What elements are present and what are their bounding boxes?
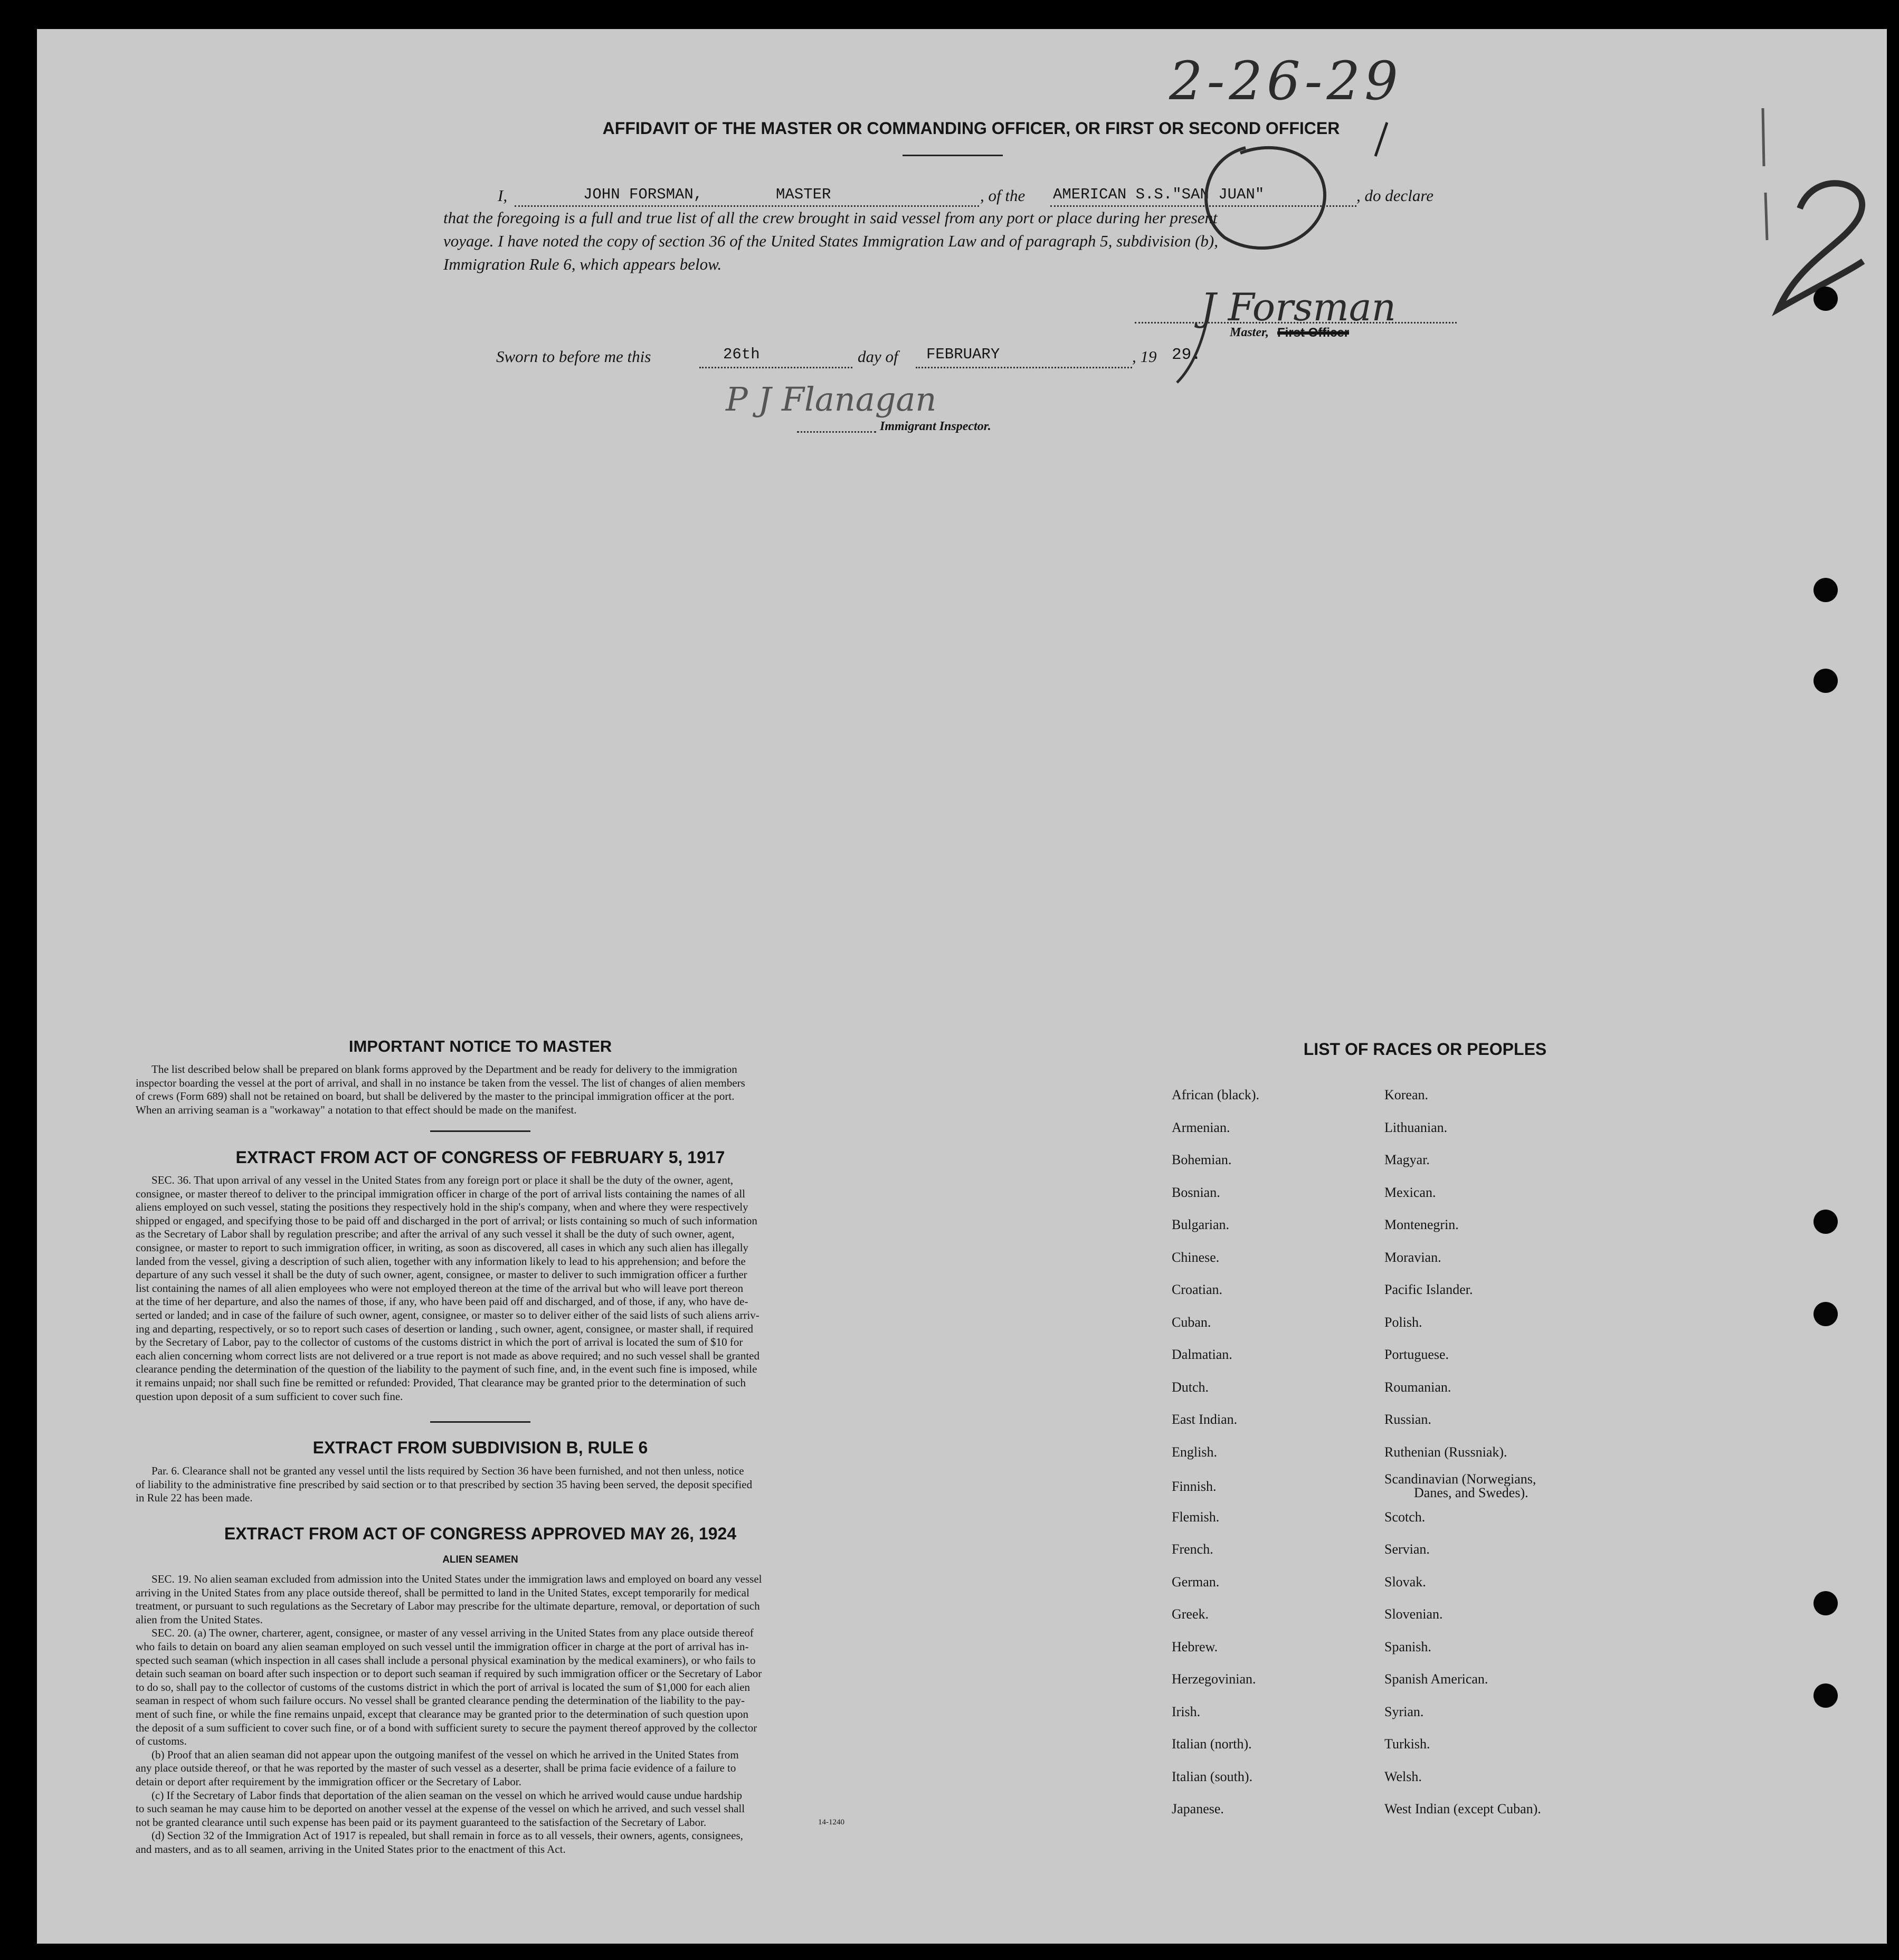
extract-1917-title: EXTRACT FROM ACT OF CONGRESS OF FEBRUARY 5, 1917 xyxy=(235,1148,725,1167)
binder-hole xyxy=(1813,1683,1838,1708)
race-item: West Indian (except Cuban). xyxy=(1384,1801,1541,1816)
alien-seamen-subtitle: ALIEN SEAMEN xyxy=(442,1554,518,1565)
section-20-line: SEC. 20. (a) The owner, charterer, agent, consignee, or master of any vessel arriving in the United States from any place outside thereof xyxy=(151,1626,754,1640)
race-item: Chinese. xyxy=(1172,1249,1220,1265)
section-20-line: and masters, and as to all seamen, arriving in the United States prior to the enactment of this Act. xyxy=(136,1842,566,1856)
race-item: Ruthenian (Russniak). xyxy=(1384,1444,1507,1460)
race-item: German. xyxy=(1172,1574,1220,1590)
section-36-line: at the time of her departure, and also the names of those, if any, who have been paid off and discharged, and of those, if any, who have de- xyxy=(136,1295,748,1308)
rule6-line: Par. 6. Clearance shall not be granted any vessel until the lists required by Section 36 have been furnished, and not then unless, notice xyxy=(151,1464,744,1477)
extract-rule6-text xyxy=(136,1464,822,1505)
race-item: Magyar. xyxy=(1384,1152,1430,1167)
section-20-line: seaman in respect of whom such failure occurs. No vessel shall be granted clearance pending the determination of the liability to the pay- xyxy=(136,1694,745,1707)
section-20-line: any place outside thereof, or that he was reported by the master of such vessel as a deserter, shall be prima facie evidence of a failure to xyxy=(136,1762,736,1775)
section-20-line: to do so, shall pay to the collector of customs of the customs district in which the port of arrival is located the sum of $1,000 for each alien xyxy=(136,1680,751,1693)
do-declare-label: , do declare xyxy=(1356,186,1434,205)
section-19-line: SEC. 19. No alien seaman excluded from admission into the United States under the immigration laws and employed on board any vessel xyxy=(151,1573,762,1585)
section-19-line: treatment, or pursuant to such regulations as the Secretary of Labor may prescribe for the ultimate departure, removal, or deportation of such xyxy=(136,1600,760,1613)
heading-tick xyxy=(1372,121,1388,158)
affidavit-prefix: I, xyxy=(498,186,508,205)
section-divider xyxy=(430,1421,530,1423)
binder-hole xyxy=(1813,1591,1838,1615)
section-20-line: to such seaman he may cause him to be deported on another vessel at the expense of the vessel on which he arrived, and such vessel shall xyxy=(136,1802,745,1815)
race-item: French. xyxy=(1172,1542,1213,1557)
race-item: Montenegrin. xyxy=(1384,1217,1459,1232)
race-item: Finnish. xyxy=(1172,1479,1217,1494)
section-20-line: who fails to detain on board any alien seaman employed on such vessel until the immigration officer in charge at the port of arrival has in- xyxy=(136,1640,749,1653)
inspector-signature: P J Flanagan xyxy=(726,380,937,418)
race-item: Syrian. xyxy=(1384,1704,1424,1719)
race-item: Armenian. xyxy=(1172,1119,1230,1135)
vessel-name: AMERICAN S.S."SAN JUAN" xyxy=(1053,186,1265,203)
margin-scribbles xyxy=(1626,87,1879,361)
section-20-line: spected such seaman (which inspection in all cases shall include a personal physical examination by the medical examiners), or who fails to xyxy=(136,1653,756,1667)
section-20-line: of customs. xyxy=(136,1735,187,1748)
section-36-line: departure of any such vessel it shall be the duty of such owner, agent, consignee, or master to deliver to such immigration officer a further xyxy=(136,1268,747,1281)
race-item: Spanish American. xyxy=(1384,1671,1488,1687)
section-20-line: (d) Section 32 of the Immigration Act of 1917 is repealed, but shall remain in force as to all vessels, their owners, agents, consignees, xyxy=(151,1829,743,1842)
section-36-line: clearance pending the determination of the question of the liability to the payment of such fine, and, in the event such fine is imposed, while xyxy=(136,1363,757,1376)
race-item: Dutch. xyxy=(1172,1379,1209,1395)
notice-text xyxy=(136,1063,822,1117)
notice-title: IMPORTANT NOTICE TO MASTER xyxy=(348,1037,612,1055)
section-20-line: detain such seaman on board after such inspection or to deport such seaman if required by such immigration officer or the Secretary of Labor xyxy=(136,1667,762,1680)
section-36-line: question upon deposit of a sum sufficient to cover such fine. xyxy=(136,1390,403,1403)
section-36-line: aliens employed on such vessel, stating the positions they respectively hold in the ship's company, when and where they were respectively xyxy=(136,1201,748,1214)
section-36-line: it remains unpaid; nor shall such fine be remitted or refunded: Provided, That clearance may be granted prior to the determination of such xyxy=(136,1376,746,1389)
extract-1924-title: EXTRACT FROM ACT OF CONGRESS APPROVED MAY 26, 1924 xyxy=(224,1524,737,1543)
section-20-line: the deposit of a sum sufficient to cover such fine, or of a bond with sufficient surety to secure the payment thereof approved by the collector xyxy=(136,1721,757,1734)
sworn-month-blank xyxy=(916,367,1132,368)
race-item: Spanish. xyxy=(1384,1639,1431,1654)
race-item: African (black). xyxy=(1172,1087,1260,1102)
section-36-line: as the Secretary of Labor shall by regulation prescribe; and after the arrival of any such vessel it shall be the duty of such owner, agent, xyxy=(136,1228,735,1241)
binder-hole xyxy=(1813,1302,1838,1326)
section-36-line: each alien concerning whom correct lists are not delivered or a true report is not made as above required; and no such vessel shall be granted xyxy=(136,1349,759,1362)
race-item: English. xyxy=(1172,1444,1217,1460)
master-caption: Master, xyxy=(1230,326,1269,339)
race-item: Portuguese. xyxy=(1384,1347,1449,1362)
section-36-line: consignee, or master thereof to deliver to the principal immigration officer in charge of the port of arrival lists containing the names of all xyxy=(136,1187,746,1200)
section-36-line: SEC. 36. That upon arrival of any vessel in the United States from any foreign port or place it shall be the duty of the owner, agent, xyxy=(151,1174,734,1186)
races-title: LIST OF RACES OR PEOPLES xyxy=(1303,1040,1547,1059)
section-20-line: detain or deport after requirement by the immigration officer or the Secretary of Labor. xyxy=(136,1775,521,1788)
race-item: Bosnian. xyxy=(1172,1184,1220,1200)
race-item: Cuban. xyxy=(1172,1314,1211,1330)
races-left-column xyxy=(1172,1087,1372,1834)
affidavit-line-2: that the foregoing is a full and true list of all the crew brought in said vessel from any port or place during her present xyxy=(443,208,1218,227)
sworn-label: Sworn to before me this xyxy=(496,347,651,366)
name-rank-blank xyxy=(515,205,979,207)
binder-hole xyxy=(1813,669,1838,693)
extract-1917-text xyxy=(136,1174,822,1403)
affidavit-line-3: voyage. I have noted the copy of section 36 of the United States Immigration Law and of paragraph 5, subdivision (b), xyxy=(443,232,1218,250)
sworn-day: 26th xyxy=(723,346,760,363)
race-item: Mexican. xyxy=(1384,1184,1436,1200)
heading-divider xyxy=(903,155,1003,156)
binder-hole xyxy=(1813,287,1838,311)
affidavit-line-4: Immigration Rule 6, which appears below. xyxy=(443,255,722,273)
extract-1924-text xyxy=(136,1573,822,1856)
section-20-line: (c) If the Secretary of Labor finds that deportation of the alien seaman on the vessel on which he arrived would cause undue hardship xyxy=(151,1788,743,1802)
race-item: Welsh. xyxy=(1384,1768,1422,1784)
notice-line: The list described below shall be prepared on blank forms approved by the Department and be ready for delivery to the immigration xyxy=(151,1063,737,1076)
race-item: Herzegovinian. xyxy=(1172,1671,1256,1687)
race-item: Korean. xyxy=(1384,1087,1429,1102)
extract-rule6-title: EXTRACT FROM SUBDIVISION B, RULE 6 xyxy=(312,1438,648,1457)
sworn-month: FEBRUARY xyxy=(926,346,1000,363)
of-the-label: , of the xyxy=(980,186,1026,205)
notice-line: inspector boarding the vessel at the port of arrival, and shall in no instance be taken from the vessel. The list of changes of alien members xyxy=(136,1076,745,1089)
race-item: Italian (south). xyxy=(1172,1768,1253,1784)
section-20-line: (b) Proof that an alien seaman did not appear upon the outgoing manifest of the vessel on which he arrived in the United States from xyxy=(151,1748,739,1761)
binder-hole xyxy=(1813,1210,1838,1234)
race-item: Servian. xyxy=(1384,1542,1430,1557)
race-item-scandinavian xyxy=(1384,1472,1617,1505)
inspector-line xyxy=(797,431,876,433)
section-36-line: list containing the names of all alien employees who were not employed thereon at the time of the arrival but who will leave port thereon xyxy=(136,1281,744,1295)
race-item: Croatian. xyxy=(1172,1282,1223,1297)
race-item: Scandinavian (Norwegians, xyxy=(1384,1471,1536,1487)
section-36-line: ing and departing, respectively, or so to report such cases of desertion or landing , such owner, agent, consignee, or master shall, if required xyxy=(136,1322,753,1335)
section-19-line: arriving in the United States from any place outside thereof, shall be permitted to land in the United States, except temporarily for medical xyxy=(136,1586,749,1599)
form-number: 14-1240 xyxy=(818,1818,844,1826)
race-item: Dalmatian. xyxy=(1172,1347,1232,1362)
section-36-line: consignee, or master to report to such immigration officer, in writing, as soon as discovered, all cases in which any such alien has illegally xyxy=(136,1241,749,1254)
race-item: Scotch. xyxy=(1384,1509,1426,1525)
race-item: Flemish. xyxy=(1172,1509,1220,1525)
section-20-line: not be granted clearance until such expense has been paid or its payment guaranteed to the satisfaction of the Secretary of Labor. xyxy=(136,1815,707,1829)
race-item: Hebrew. xyxy=(1172,1639,1218,1654)
race-item: Bulgarian. xyxy=(1172,1217,1230,1232)
race-item: Moravian. xyxy=(1384,1249,1441,1265)
race-item: Bohemian. xyxy=(1172,1152,1232,1167)
race-item: Russian. xyxy=(1384,1412,1431,1427)
sworn-year: 29. xyxy=(1172,346,1201,364)
race-item: Irish. xyxy=(1172,1704,1201,1719)
races-right-column xyxy=(1384,1087,1617,1834)
race-item: Greek. xyxy=(1172,1606,1209,1622)
race-item: Slovak. xyxy=(1384,1574,1426,1590)
rule6-line: in Rule 22 has been made. xyxy=(136,1491,253,1505)
sworn-day-blank xyxy=(699,367,852,368)
officer-struck: First Officer xyxy=(1277,326,1350,340)
race-item-continuation: Danes, and Swedes). xyxy=(1414,1485,1528,1500)
handwritten-date: 2-26-29 xyxy=(1169,50,1402,112)
rule6-line: of liability to the administrative fine prescribed by said section or to that prescribed by section 35 having been served, the deposit specified xyxy=(136,1478,753,1491)
master-name: JOHN FORSMAN, xyxy=(583,186,703,203)
race-item: Slovenian. xyxy=(1384,1606,1443,1622)
inspector-caption: Immigrant Inspector. xyxy=(880,420,991,433)
section-19-line: alien from the United States. xyxy=(136,1613,263,1626)
master-rank: MASTER xyxy=(776,186,831,203)
race-item: Polish. xyxy=(1384,1314,1422,1330)
document-page xyxy=(37,29,1887,1944)
section-36-line: shipped or engaged, and specifying those to be paid off and discharged in the port of arrival; or lists containing so much of such information xyxy=(136,1214,757,1227)
section-divider xyxy=(430,1130,530,1132)
race-item: Roumanian. xyxy=(1384,1379,1451,1395)
notice-line: of crews (Form 689) shall not be retained on board, but shall be delivered by the master to the principal immigration officer at the port. xyxy=(136,1090,735,1103)
race-item: Pacific Islander. xyxy=(1384,1282,1473,1297)
race-item: Lithuanian. xyxy=(1384,1119,1448,1135)
binder-hole xyxy=(1813,578,1838,602)
section-36-line: by the Secretary of Labor, pay to the collector of customs of the customs district in which the port of arrival is located the sum of $10 for xyxy=(136,1336,743,1349)
year-prefix: , 19 xyxy=(1132,347,1157,366)
master-signature: J Forsman xyxy=(1201,285,1397,329)
section-36-line: serted or landed; and in case of the failure of such owner, agent, consignee, or master so to deliver either of the said lists of such aliens arriv- xyxy=(136,1308,759,1321)
race-item: Turkish. xyxy=(1384,1736,1430,1752)
section-36-line: landed from the vessel, giving a description of such alien, together with any information likely to lead to his apprehension; and before the xyxy=(136,1254,746,1268)
notice-line: When an arriving seaman is a "workaway" a notation to that effect should be made on the manifest. xyxy=(136,1103,577,1116)
race-item: Italian (north). xyxy=(1172,1736,1252,1752)
day-of-label: day of xyxy=(858,347,898,366)
race-item: Japanese. xyxy=(1172,1801,1224,1816)
affidavit-heading: AFFIDAVIT OF THE MASTER OR COMMANDING OFFICER, OR FIRST OR SECOND OFFICER xyxy=(602,119,1340,138)
race-item: East Indian. xyxy=(1172,1412,1238,1427)
section-20-line: ment of such fine, or while the fine remains unpaid, except that clearance may be granted prior to the determination of such question upon xyxy=(136,1707,749,1720)
